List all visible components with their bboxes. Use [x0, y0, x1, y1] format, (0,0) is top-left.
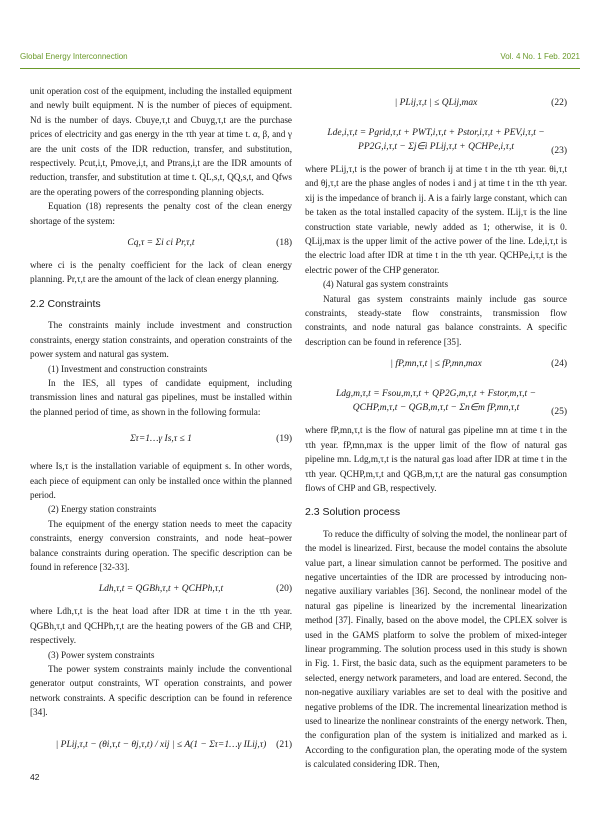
equation-number: (19) — [276, 433, 292, 444]
equation-19 — [30, 419, 292, 459]
equation-line: QCHP,m,τ,t − QGB,m,τ,t − Σn∈m fP,mn,τ,t — [352, 403, 520, 414]
equation-body — [305, 126, 567, 155]
equation-line: PP2G,i,τ,t − Σj∈i PLij,τ,t + QCHPe,i,τ,t — [358, 142, 514, 152]
equation-18 — [30, 228, 292, 258]
equation-body: Στ=1…γ Is,τ ≤ 1 — [130, 433, 192, 444]
paragraph: where fP,mn,τ,t is the flow of natural gas pipeline mn at time t in the τth year. fP,mn,max is the upper limit of the flow of natural gas pipeline mn. Ldg,m,τ,t is the natural gas load after IDR at time t in the τth year. QCHP,m,τ,t and QGB,m,τ,t are the natural gas consumption flows of CHP and GB, respectively. — [305, 425, 567, 493]
paragraph: (4) Natural gas system constraints — [323, 279, 449, 290]
left-column — [30, 84, 292, 772]
equation-body: | fP,mn,τ,t | ≤ fP,mn,max — [390, 359, 482, 370]
equation-body: Ldh,τ,t = QGBh,τ,t + QCHPh,τ,t — [98, 584, 224, 595]
paragraph: Equation (18) represents the penalty cost of the clean energy shortage of the system: — [30, 201, 292, 226]
paragraph: where Ldh,τ,t is the heat load after IDR at time t in the τth year. QGBh,τ,t and QCHPh,τ,t are the heating powers of the GB and CHP, respectively. — [30, 606, 292, 646]
journal-name: Global Energy Interconnection — [20, 52, 128, 61]
equation-number: (21) — [276, 740, 292, 751]
header-rule — [20, 68, 580, 69]
volume-info: Vol. 4 No. 1 Feb. 2021 — [500, 52, 580, 61]
equation-24 — [305, 349, 567, 379]
equation-body: | PLij,τ,t | ≤ QLij,max — [394, 97, 478, 108]
paragraph: where ci is the penalty coefficient for the lack of clean energy planning. Pr,τ,t are the amount of the lack of clean energy planning. — [30, 260, 292, 285]
right-column — [305, 88, 567, 772]
paragraph: (3) Power system constraints — [48, 649, 155, 660]
equation-number: (25) — [551, 407, 567, 418]
page-number: 42 — [30, 772, 40, 782]
equation-body: Cq,τ = Σi ci Pr,τ,t — [127, 237, 195, 248]
paragraph: Natural gas system constraints mainly include gas source constraints, steady-state flow constraints, transmission flow constraints, and node natural gas balance constraints. A specific description can be found in reference [35]. — [305, 293, 567, 347]
paragraph: In the IES, all types of candidate equipment, including transmission lines and natural gas pipelines, must be installed within the planned period of time, as shown in the following formula: — [30, 377, 292, 417]
equation-line: Ldg,m,τ,t = Fsou,m,τ,t + QP2G,m,τ,t + Fstor,m,τ,t − — [336, 388, 536, 399]
paragraph: where Is,τ is the installation variable of equipment s. In other words, each piece of equipment can only be installed once within the planned period. — [30, 461, 292, 500]
paragraph: The constraints mainly include investment and construction constraints, energy station constraints, and operation constraints of the power system and natural gas system. — [30, 320, 292, 360]
equation-number: (23) — [551, 146, 567, 156]
paragraph: To reduce the difficulty of solving the model, the nonlinear part of the model is linearized. First, because the model contains the absolute value part, a linear simulation cannot be performed. The positive and negative uncertainties of the IDR are processed by introducing non-negative auxiliary variables [36]. Second, the nonlinear model of the natural gas pipeline is linearized by the incremental linearization method [37]. Finally, based on the above model, the CPLEX solver is used in the GAMS platform to solve the problem of mixed-integer linear programming. The solution process used in this study is shown in Fig. 1. First, the basic data, such as the equipment parameters to be selected, energy network parameters, and load are entered. Second, the non-negative auxiliary variables are set to deal with the positive and negative problems of the IDR. The incremental linearization method is used to linearize the nonlinear constraints of the energy network. Then, the configuration plan of the system is initialized and marked as i. According to the configuration plan, the operating mode of the system is calculated considering IDR. Then, — [305, 528, 567, 770]
equation-20 — [30, 574, 292, 604]
equation-line: Lde,i,τ,t = Pgrid,τ,t + PWT,i,τ,t + Pstor,i,τ,t + PEV,i,τ,t − — [327, 127, 545, 138]
equation-number: (22) — [551, 97, 567, 108]
paragraph: (2) Energy station constraints — [48, 504, 157, 515]
equation-body: | PLij,τ,t − (θi,τ,t − θj,τ,t) / xij | ≤ A(1 − Στ=1…γ ILij,τ) — [55, 740, 267, 751]
paragraph: unit operation cost of the equipment, including the installed equipment and newly built equipment. N is the number of pieces of equipment. Nd is the number of days. Cbuye,τ,t and Cbuyg,τ,t are the purchase prices of electricity and gas energy in the τth year at time t. α, β, and γ are the unit costs of the IDR reduction, transfer, and substitution, respectively. Pcut,i,t, Pmove,i,t, and Ptrans,i,t are the IDR amounts of reduction, transfer, and substitution at time t. QL,s,t, QQ,s,t, and Qfws are the operating powers of the corresponding planning objects. — [30, 86, 292, 197]
equation-25 — [305, 379, 567, 423]
equation-number: (18) — [276, 237, 292, 248]
running-header — [20, 52, 580, 68]
paragraph: where PLij,τ,t is the power of branch ij at time t in the τth year. θi,τ,t and θj,τ,t are the phase angles of nodes i and j at time t in the τth year. xij is the impedance of branch ij. A is a fairly large constant, which can be taken as the total installed capacity of the system. ILij,τ is the line construction state variable, newly added as 1; otherwise, it is 0. QLij,max is the upper limit of the active power of the line. Lde,i,τ,t is the electric load after IDR at time t in the τth year. QCHPe,i,τ,t is the electric power of the CHP generator. — [305, 164, 567, 275]
section-heading: 2.3 Solution process — [305, 506, 401, 519]
equation-21 — [30, 720, 292, 772]
equation-body — [305, 387, 567, 416]
paragraph: The power system constraints mainly include the conventional generator output constraints, WT operation constraints, and power network constraints. A specific description can be found in reference [34]. — [30, 664, 292, 718]
paragraph: (1) Investment and construction constraints — [48, 363, 208, 374]
section-heading: 2.2 Constraints — [30, 297, 101, 310]
equation-23 — [305, 118, 567, 162]
equation-22 — [305, 88, 567, 118]
paragraph: The equipment of the energy station needs to meet the capacity constraints, energy conversion constraints, and node heat–power balance constraints during operation. The specific description can be found in reference [32-33]. — [30, 518, 292, 572]
equation-number: (24) — [551, 359, 567, 370]
equation-number: (20) — [276, 584, 292, 595]
